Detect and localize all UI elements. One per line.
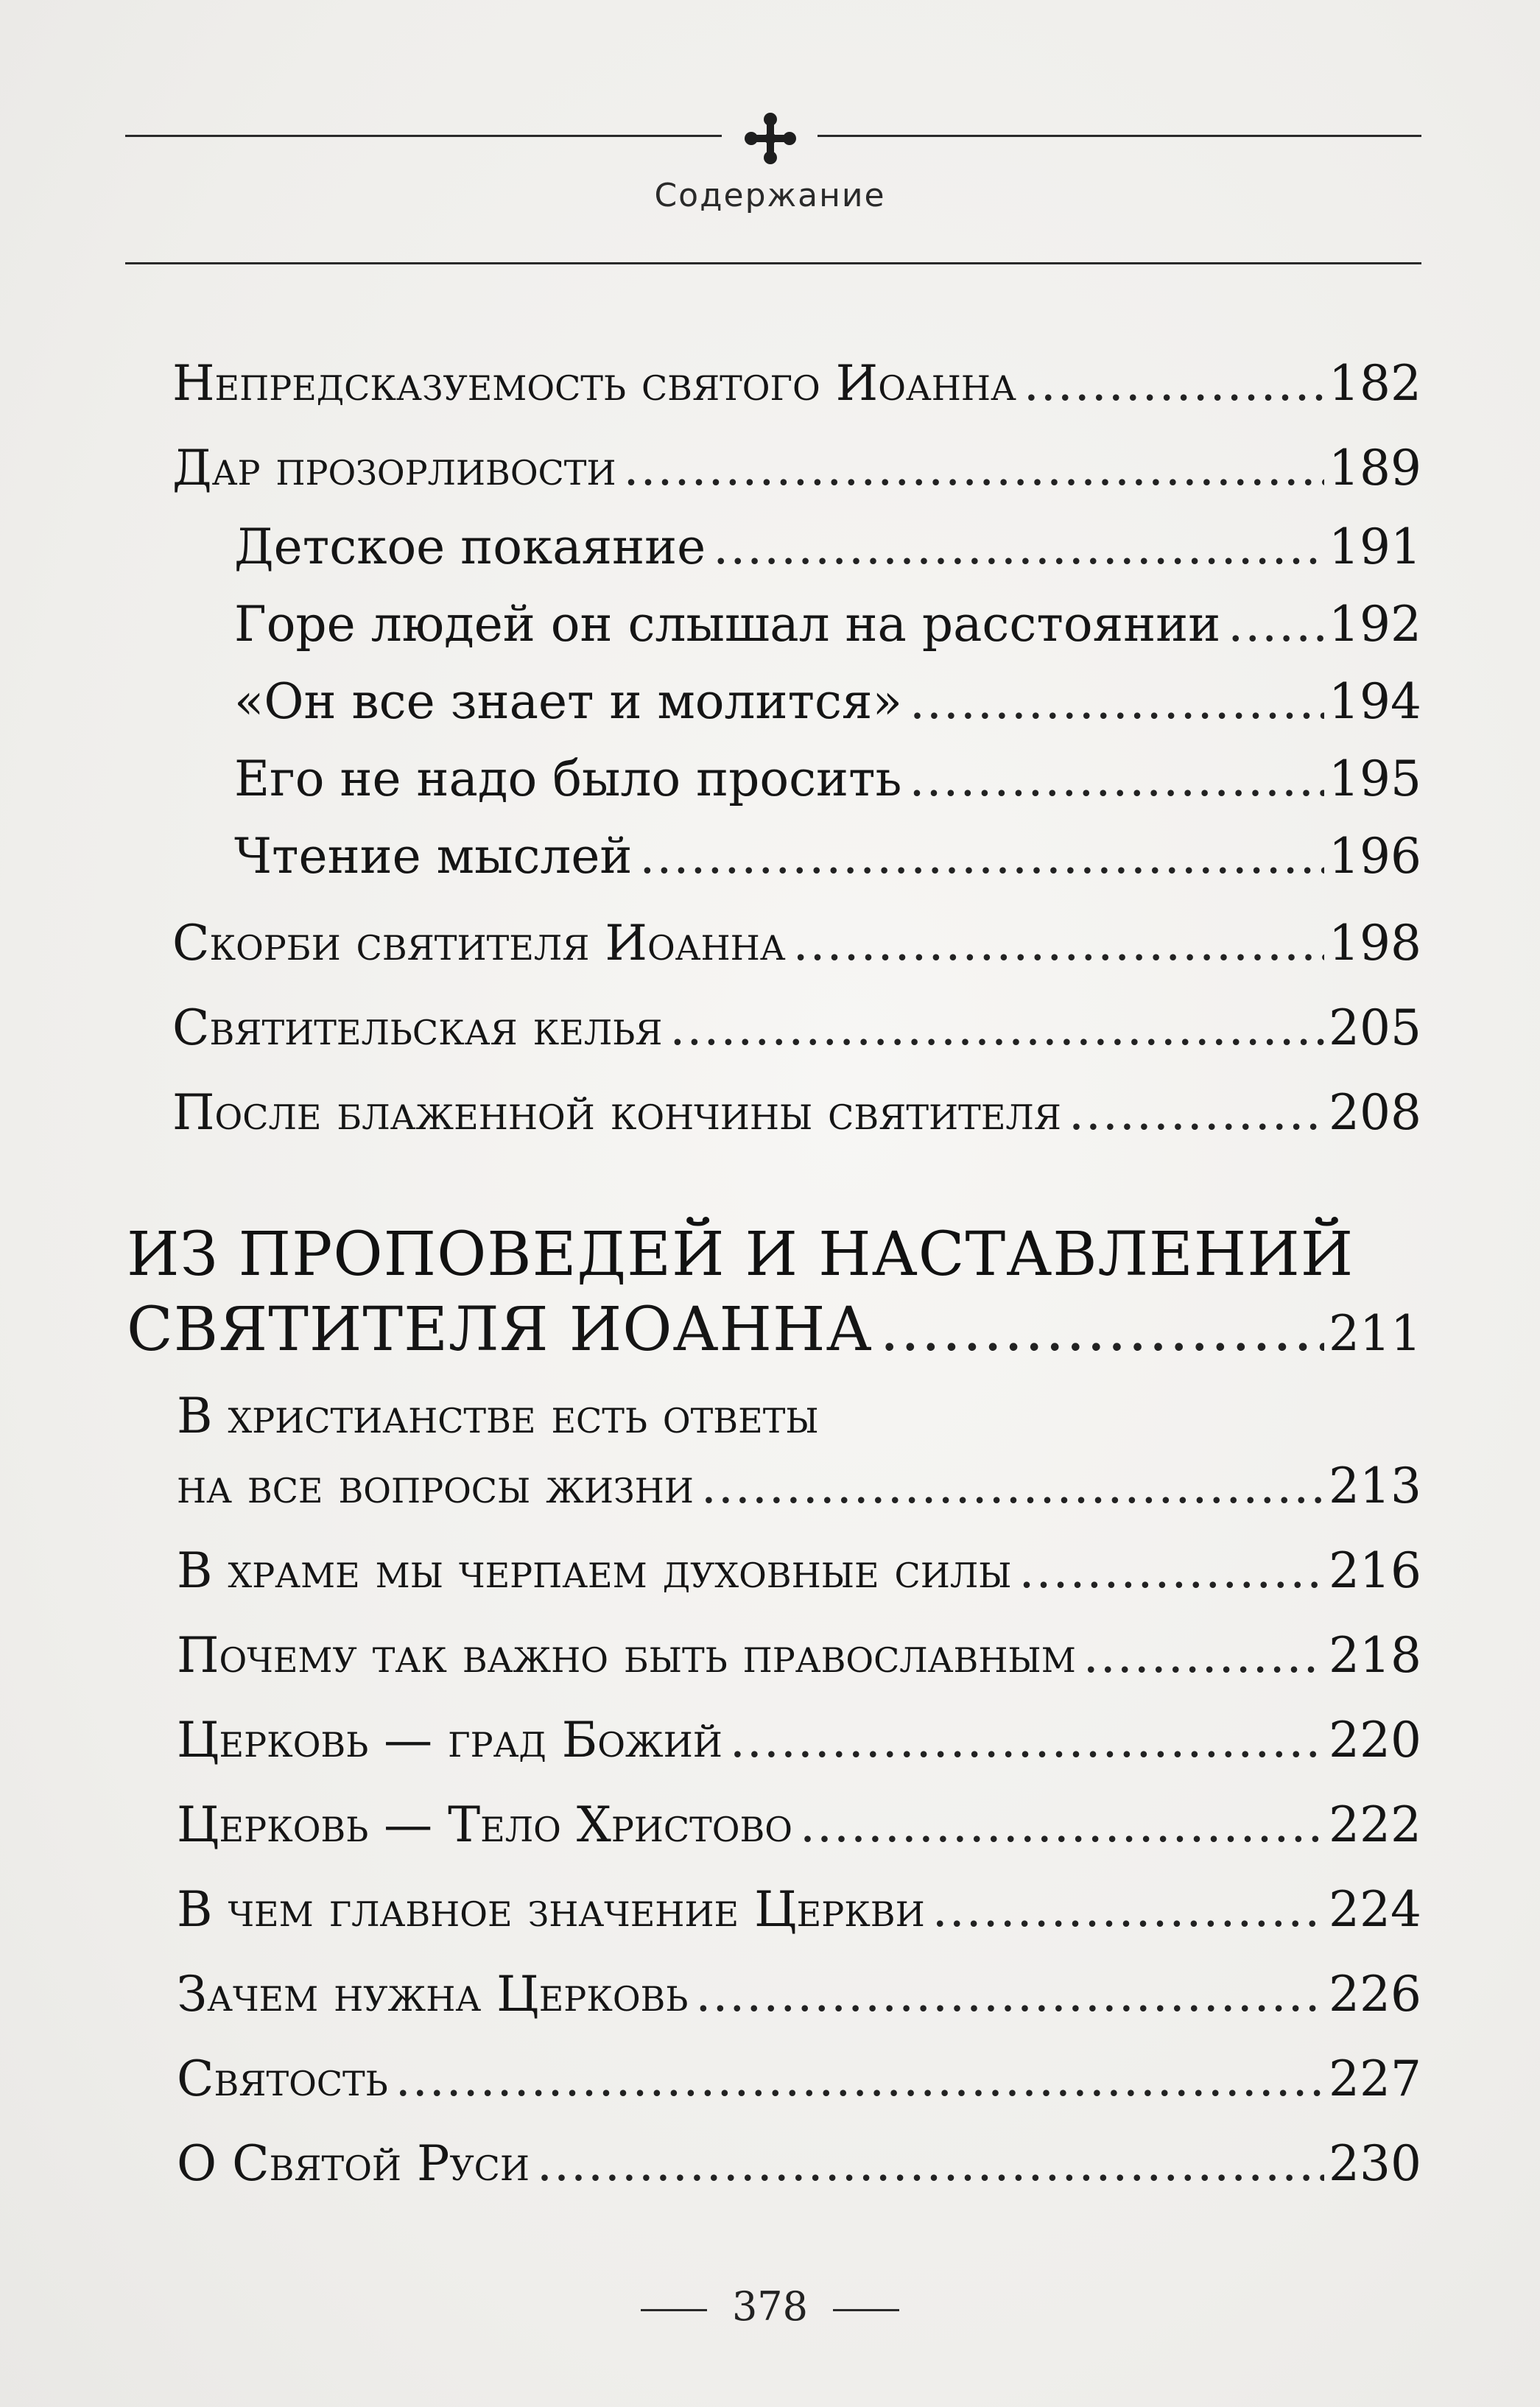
dot-leader <box>669 1004 1324 1053</box>
toc-entry-title: О Святой Руси <box>177 2135 530 2192</box>
toc-entry-page: 222 <box>1329 1796 1421 1853</box>
toc-entry-page: 191 <box>1329 519 1421 575</box>
toc-entry-page: 208 <box>1329 1084 1421 1141</box>
dot-leader <box>639 832 1324 881</box>
toc-entry-page: 194 <box>1329 673 1421 730</box>
toc-entry[interactable] <box>234 828 1421 885</box>
toc-entry-page: 198 <box>1329 915 1421 971</box>
running-head: Содержание <box>654 177 886 214</box>
toc-entry-page: 216 <box>1329 1542 1421 1599</box>
toc-entry-title: В чем главное значение Церкви <box>177 1881 925 1938</box>
toc-entry[interactable] <box>234 673 1421 730</box>
toc-entry-page: 227 <box>1329 2051 1421 2107</box>
dot-leader <box>1228 600 1324 649</box>
toc-entry-page: 226 <box>1329 1966 1421 2023</box>
toc-entry-title: Зачем нужна Церковь <box>177 1966 689 2023</box>
toc-entry[interactable] <box>177 1458 1421 1514</box>
dot-leader <box>730 1716 1324 1765</box>
section-heading-page: 211 <box>1329 1305 1421 1362</box>
dot-leader <box>537 2140 1324 2188</box>
toc-entry[interactable] <box>234 596 1421 653</box>
dot-leader <box>910 678 1324 726</box>
toc-entry-title: Горе людей он слышал на расстоянии <box>234 596 1221 653</box>
toc-entry-title-line2: на все вопросы жизни <box>177 1458 694 1514</box>
toc-entry-title: Церковь — град Божий <box>177 1712 722 1768</box>
footer-dash-right <box>833 2309 899 2311</box>
toc-entry-page: 218 <box>1329 1627 1421 1684</box>
toc-entry-title: Чтение мыслей <box>234 828 633 885</box>
toc-entry-title: Святительская келья <box>172 999 663 1056</box>
dot-leader <box>880 1300 1324 1360</box>
toc-entry[interactable] <box>177 1542 1421 1599</box>
toc-entry[interactable] <box>177 2051 1421 2107</box>
dot-leader <box>800 1801 1324 1849</box>
toc-entry[interactable] <box>177 1966 1421 2023</box>
toc-entry-page: 189 <box>1329 440 1421 496</box>
toc-entry-page: 192 <box>1329 596 1421 653</box>
toc-entry[interactable] <box>234 519 1421 575</box>
page-footer <box>0 2283 1540 2330</box>
header-rule-left <box>125 135 722 137</box>
toc-entry-title: После блаженной кончины святителя <box>172 1084 1061 1141</box>
toc-entry[interactable] <box>172 915 1421 971</box>
toc-entry-title: Его не надо было просить <box>234 751 902 807</box>
dot-leader <box>793 919 1324 968</box>
toc-entry-title: Церковь — Тело Христово <box>177 1796 792 1853</box>
dot-leader <box>1019 1547 1325 1595</box>
toc-entry-title: Скорби святителя Иоанна <box>172 915 786 971</box>
toc-entry-title: Детское покаяние <box>234 519 706 575</box>
section-heading-line1[interactable]: ИЗ ПРОПОВЕДЕЙ И НАСТАВЛЕНИЙ <box>127 1220 1354 1290</box>
dot-leader <box>395 2055 1324 2104</box>
dot-leader <box>932 1886 1324 1934</box>
toc-entry-page: 195 <box>1329 751 1421 807</box>
footer-dash-left <box>641 2309 707 2311</box>
toc-entry[interactable] <box>234 751 1421 807</box>
page-number: 378 <box>731 2283 809 2330</box>
toc-entry[interactable] <box>177 1627 1421 1684</box>
toc-entry-page: 213 <box>1329 1458 1421 1514</box>
dot-leader <box>701 1462 1324 1511</box>
header-rule-bottom <box>125 262 1421 264</box>
toc-entry[interactable] <box>172 355 1421 412</box>
toc-entry-title-line1[interactable]: В христианстве есть ответы <box>177 1388 819 1444</box>
dot-leader <box>1083 1631 1324 1680</box>
dot-leader <box>713 523 1324 572</box>
toc-entry-title: Дар прозорливости <box>172 440 616 496</box>
toc-entry-title: Святость <box>177 2051 388 2107</box>
toc-entry[interactable] <box>177 1881 1421 1938</box>
toc-entry[interactable] <box>172 440 1421 496</box>
toc-entry[interactable] <box>172 1084 1421 1141</box>
toc-entry-page: 220 <box>1329 1712 1421 1768</box>
toc-entry-page: 224 <box>1329 1881 1421 1938</box>
toc-entry-title: Непредсказуемость святого Иоанна <box>172 355 1016 412</box>
dot-leader <box>695 1970 1324 2019</box>
toc-entry[interactable] <box>177 1796 1421 1853</box>
toc-entry-page: 182 <box>1329 355 1421 412</box>
section-heading-entry[interactable] <box>127 1295 1421 1365</box>
dot-leader <box>1024 359 1324 408</box>
cross-ornament-icon <box>742 110 798 166</box>
header-rule-right <box>818 135 1421 137</box>
toc-entry-page: 230 <box>1329 2135 1421 2192</box>
toc-entry-title: «Он все знает и молится» <box>234 673 902 730</box>
section-heading-line2: СВЯТИТЕЛЯ ИОАННА <box>127 1295 873 1365</box>
dot-leader <box>1069 1089 1324 1137</box>
toc-entry[interactable] <box>172 999 1421 1056</box>
toc-entry[interactable] <box>177 1712 1421 1768</box>
toc-entry[interactable] <box>177 2135 1421 2192</box>
toc-entry-title: В храме мы черпаем духовные силы <box>177 1542 1012 1599</box>
toc-entry-title: Почему так важно быть православным <box>177 1627 1076 1684</box>
toc-entry-page: 205 <box>1329 999 1421 1056</box>
dot-leader <box>624 444 1324 493</box>
toc-entry-page: 196 <box>1329 828 1421 885</box>
dot-leader <box>909 755 1324 804</box>
